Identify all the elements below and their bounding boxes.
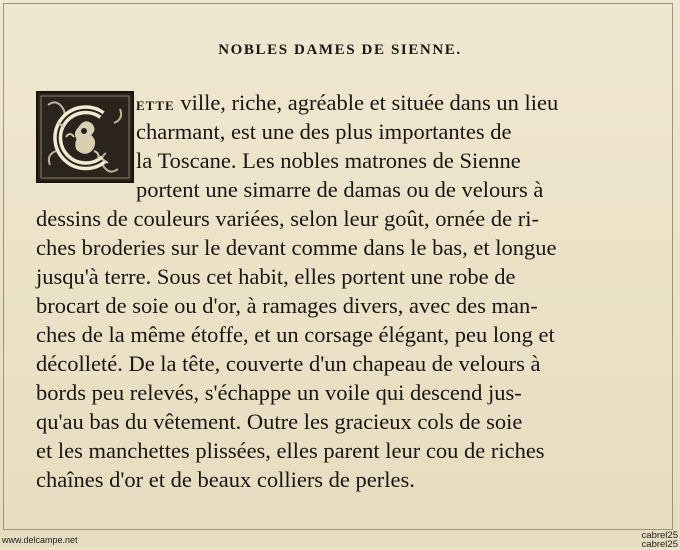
text-line-9: ches de la même étoffe, et un corsage élégant, peu long et — [36, 322, 555, 347]
text-line-7: jusqu'à terre. Sous cet habit, elles portent une robe de — [36, 264, 516, 289]
ornamental-drop-cap — [36, 91, 134, 183]
text-line-8: brocart de soie ou d'or, à ramages divers, avec des man- — [36, 293, 538, 318]
text-line-5: dessins de couleurs variées, selon leur goût, ornée de ri- — [36, 206, 539, 231]
page-title: NOBLES DAMES DE SIENNE. — [218, 42, 462, 58]
watermark-right-top: cabrel25 — [641, 530, 678, 541]
text-line-2: charmant, est une des plus importantes de — [136, 119, 512, 144]
text-line-1-rest: ville, riche, agréable et située dans un lieu — [180, 90, 559, 115]
text-line-4: portent une simarre de damas ou de velours à — [136, 177, 544, 202]
text-line-10: décolleté. De la tête, couverte d'un chapeau de velours à — [36, 351, 541, 376]
text-line-11: bords peu relevés, s'échappe un voile qui descend jus- — [36, 380, 522, 405]
text-line-12: qu'au bas du vêtement. Outre les gracieux cols de soie — [36, 409, 523, 434]
text-line-6: ches broderies sur le devant comme dans le bas, et longue — [36, 235, 557, 260]
drop-cap-ornament-icon — [38, 93, 132, 181]
watermark-right-bottom: cabrel25 — [641, 539, 678, 550]
text-line-3: la Toscane. Les nobles matrones de Sienne — [136, 148, 521, 173]
text-line-13: et les manchettes plissées, elles parent leur cou de riches — [36, 438, 545, 463]
watermark-left: www.delcampe.net — [2, 535, 78, 545]
small-caps-lead: ETTE — [136, 98, 175, 113]
text-line-14: chaînes d'or et de beaux colliers de perles. — [36, 467, 415, 492]
